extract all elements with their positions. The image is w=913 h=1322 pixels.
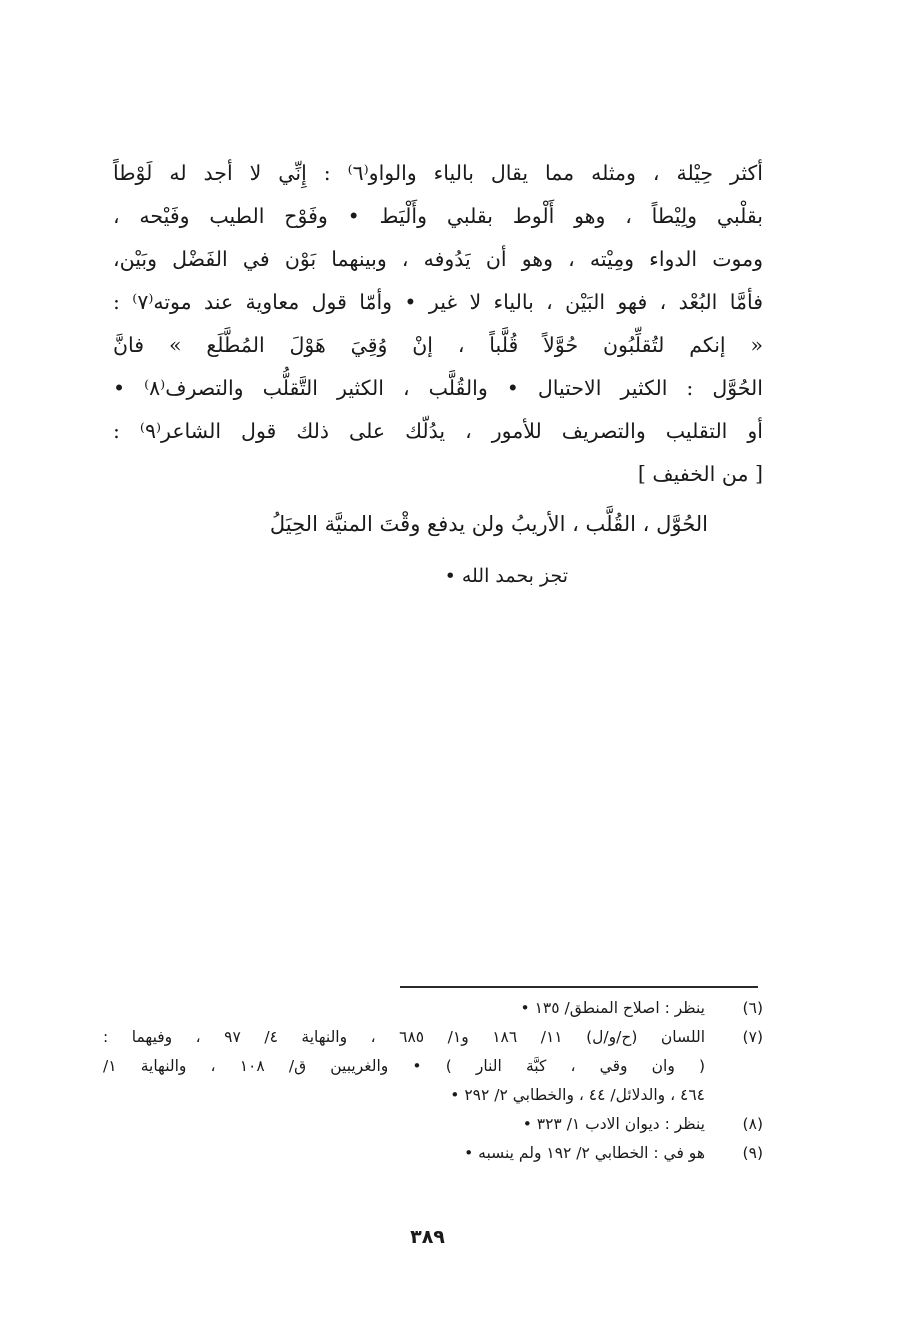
meter-label: [ من الخفيف ]: [637, 462, 763, 486]
colophon: تجز بحمد الله •: [444, 565, 568, 587]
footnote-text: ٤٦٤ ، والدلائل/ ٤٤ ، والخطابي ٢/ ٢٩٢ •: [450, 1086, 705, 1104]
footnote-text: ينظر : ديوان الادب ١/ ٣٢٣ •: [522, 1115, 705, 1133]
text-line: بقلْبي ولِيْطاً ، وهو أَلْوط بقلبي وأَلْيَط • وفَوْح الطيب وفَيْحه ،: [113, 204, 763, 228]
text-line: الحُوَّل : الكثير الاحتيال • والقُلَّب ، الكثير التَّقلُّب والتصرف⁽٨⁾ •: [113, 376, 763, 400]
footnote-text: هو في : الخطابي ٢/ ١٩٢ ولم ينسبه •: [464, 1144, 705, 1162]
page-number: ٣٨٩: [410, 1226, 445, 1248]
text-line: « إنكم لتُقلِّبُون حُوَّلاً قُلَّباً ، إنْ وُقِيَ هَوْلَ المُطَّلَع » فانَّ: [113, 333, 763, 357]
footnote-7: [103, 1023, 763, 1052]
footnote-8: [103, 1110, 763, 1139]
text-line: أو التقليب والتصريف للأمور ، يدُلّك على ذلك قول الشاعر⁽٩⁾ :: [113, 419, 763, 443]
poetry-verse: الحُوَّل ، القُلَّب ، الأريبُ ولن يدفع وقْتَ المنيَّة الحِيَلُ: [269, 512, 708, 536]
text-line: فأمَّا البُعْد ، فهو البَيْن ، بالياء لا غير • وأمّا قول معاوية عند موته⁽٧⁾ :: [113, 290, 763, 314]
main-text: [113, 152, 763, 496]
footnote-7-cont: [103, 1081, 763, 1110]
footnotes: [103, 994, 763, 1168]
footnote-number: (٨): [742, 1115, 763, 1133]
footnote-number: (٦): [742, 999, 763, 1017]
text-line: وموت الدواء ومِيْته ، وهو أن يَدُوفه ، وبينهما بَوْن في الفَضْل وبَيْن،: [113, 247, 763, 271]
footnote-number: (٧): [742, 1028, 763, 1046]
footnote-7-cont: [103, 1052, 763, 1081]
text-line: أكثر حِيْلة ، ومثله مما يقال بالياء والواو⁽٦⁾ : إِنِّي لا أجد له لَوْطاً: [113, 161, 763, 185]
footnote-text: ( وان وقي ، كبَّة النار ) • والغريبين ق/ ١٠٨ ، والنهاية ١/: [103, 1057, 706, 1075]
footnote-separator: [400, 986, 758, 988]
footnote-6: [103, 994, 763, 1023]
footnote-text: ينظر : اصلاح المنطق/ ١٣٥ •: [520, 999, 705, 1017]
footnote-number: (٩): [742, 1144, 763, 1162]
footnote-9: [103, 1139, 763, 1168]
footnote-text: اللسان (ح/و/ل) ١١/ ١٨٦ و١/ ٦٨٥ ، والنهاية ٤/ ٩٧ ، وفيهما :: [103, 1028, 706, 1046]
